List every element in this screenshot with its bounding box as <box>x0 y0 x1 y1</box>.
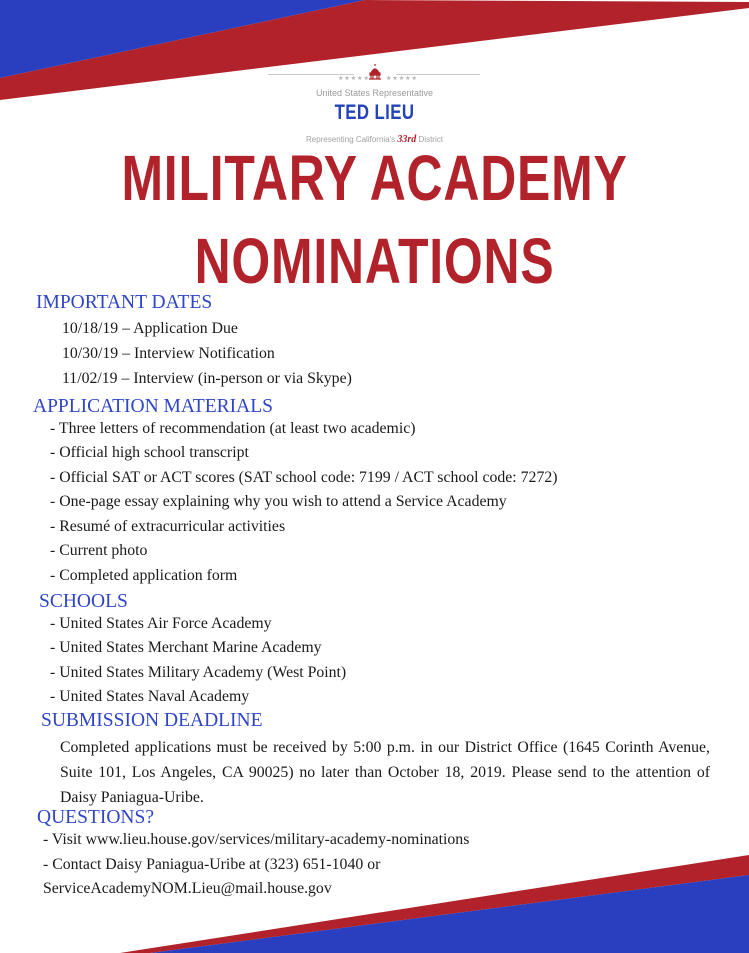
school-item: - United States Military Academy (West Point) <box>50 664 347 681</box>
district-suffix: District <box>418 135 443 144</box>
material-item: - Current photo <box>50 542 148 559</box>
date-item: 11/02/19 – Interview (in-person or via Skype) <box>62 370 352 387</box>
important-dates-heading: IMPORTANT DATES <box>36 292 213 313</box>
school-item: - United States Merchant Marine Academy <box>50 639 322 656</box>
questions-contact: - Contact Daisy Paniagua-Uribe at (323) 651-1040 or <box>43 856 381 873</box>
school-item: - United States Air Force Academy <box>50 615 272 632</box>
logo-stars-left: ★★★★★ <box>338 75 370 82</box>
title-line-1: MILITARY ACADEMY <box>121 142 628 214</box>
capitol-dome-icon <box>366 63 384 81</box>
application-materials-heading: APPLICATION MATERIALS <box>33 396 273 417</box>
logo-stars-right: ★★★★★ <box>386 75 418 82</box>
material-item: - Official SAT or ACT scores (SAT school code: 7199 / ACT school code: 7272) <box>50 469 558 486</box>
rep-name: TED LIEU <box>334 101 415 124</box>
material-item: - Completed application form <box>50 567 238 584</box>
district-number: 33rd <box>397 134 417 145</box>
submission-deadline-text: Completed applications must be received by 5:00 p.m. in our District Office (1645 Corinth Avenue, Suite 101, Los Angeles, CA 90025) no later than October 18, 2019. Please send to the attention of Daisy Paniagua-Uribe. <box>60 739 710 806</box>
material-item: - Official high school transcript <box>50 444 249 461</box>
questions-email: ServiceAcademyNOM.Lieu@mail.house.gov <box>43 880 332 897</box>
rep-title: United States Representative <box>315 88 434 98</box>
material-item: - Resumé of extracurricular activities <box>50 518 286 535</box>
title-line-2: NOMINATIONS <box>194 225 555 297</box>
questions-heading: QUESTIONS? <box>37 807 154 828</box>
questions-website: - Visit www.lieu.house.gov/services/military-academy-nominations <box>43 831 470 848</box>
date-item: 10/18/19 – Application Due <box>62 320 238 337</box>
schools-heading: SCHOOLS <box>39 591 128 612</box>
school-item: - United States Naval Academy <box>50 688 250 705</box>
material-item: - Three letters of recommendation (at least two academic) <box>50 420 416 437</box>
district-prefix: Representing California's <box>306 135 396 144</box>
submission-deadline-heading: SUBMISSION DEADLINE <box>41 710 263 731</box>
material-item: - One-page essay explaining why you wish to attend a Service Academy <box>50 493 507 510</box>
date-item: 10/30/19 – Interview Notification <box>62 345 275 362</box>
